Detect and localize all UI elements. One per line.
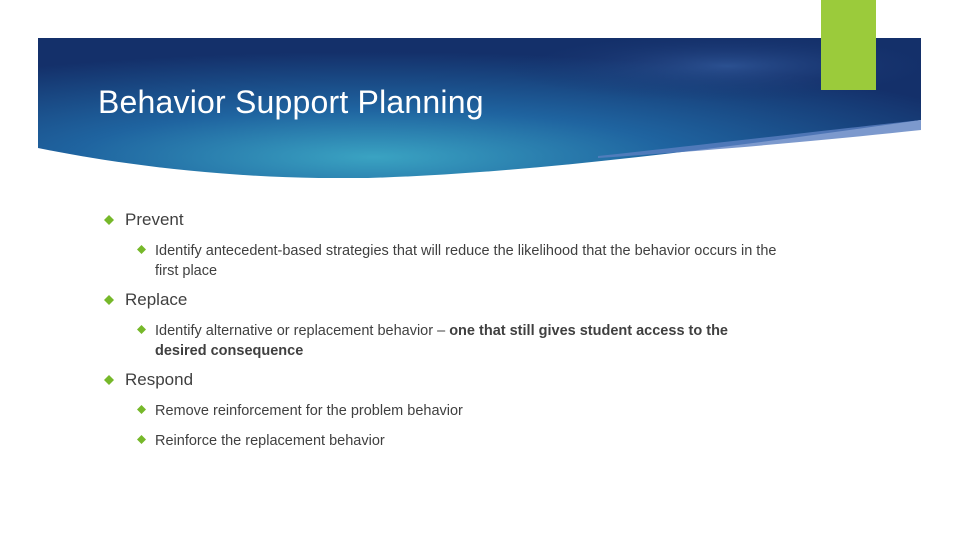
bullet-label: Prevent xyxy=(125,210,184,229)
sub-bullet-text: Remove reinforcement for the problem behavior xyxy=(155,403,463,419)
bullet-label: Replace xyxy=(125,290,188,309)
bullet-prevent xyxy=(104,210,184,230)
diamond-bullet-icon xyxy=(137,325,146,334)
bullet-replace xyxy=(104,290,187,310)
sub-bullet-text-bold: one that still gives student access to the desired consequence xyxy=(155,323,728,359)
diamond-bullet-icon xyxy=(104,215,114,225)
diamond-bullet-icon xyxy=(104,295,114,305)
sub-bullet xyxy=(137,241,777,281)
bullet-respond xyxy=(104,370,193,390)
sub-bullet xyxy=(137,401,777,421)
diamond-bullet-icon xyxy=(137,245,146,254)
diamond-bullet-icon xyxy=(137,435,146,444)
sub-bullet-text-plain: Identify alternative or replacement behavior – xyxy=(155,323,450,339)
sub-bullet xyxy=(137,321,777,361)
sub-bullet-text: Identify antecedent-based strategies that will reduce the likelihood that the behavior occurs in the first place xyxy=(155,243,777,279)
slide-title: Behavior Support Planning xyxy=(98,84,484,120)
bullet-label: Respond xyxy=(125,370,194,389)
diamond-bullet-icon xyxy=(137,405,146,414)
diamond-bullet-icon xyxy=(104,375,114,385)
sub-bullet xyxy=(137,431,777,451)
sub-bullet-text: Reinforce the replacement behavior xyxy=(155,433,385,449)
sub-bullet-text xyxy=(155,321,777,361)
